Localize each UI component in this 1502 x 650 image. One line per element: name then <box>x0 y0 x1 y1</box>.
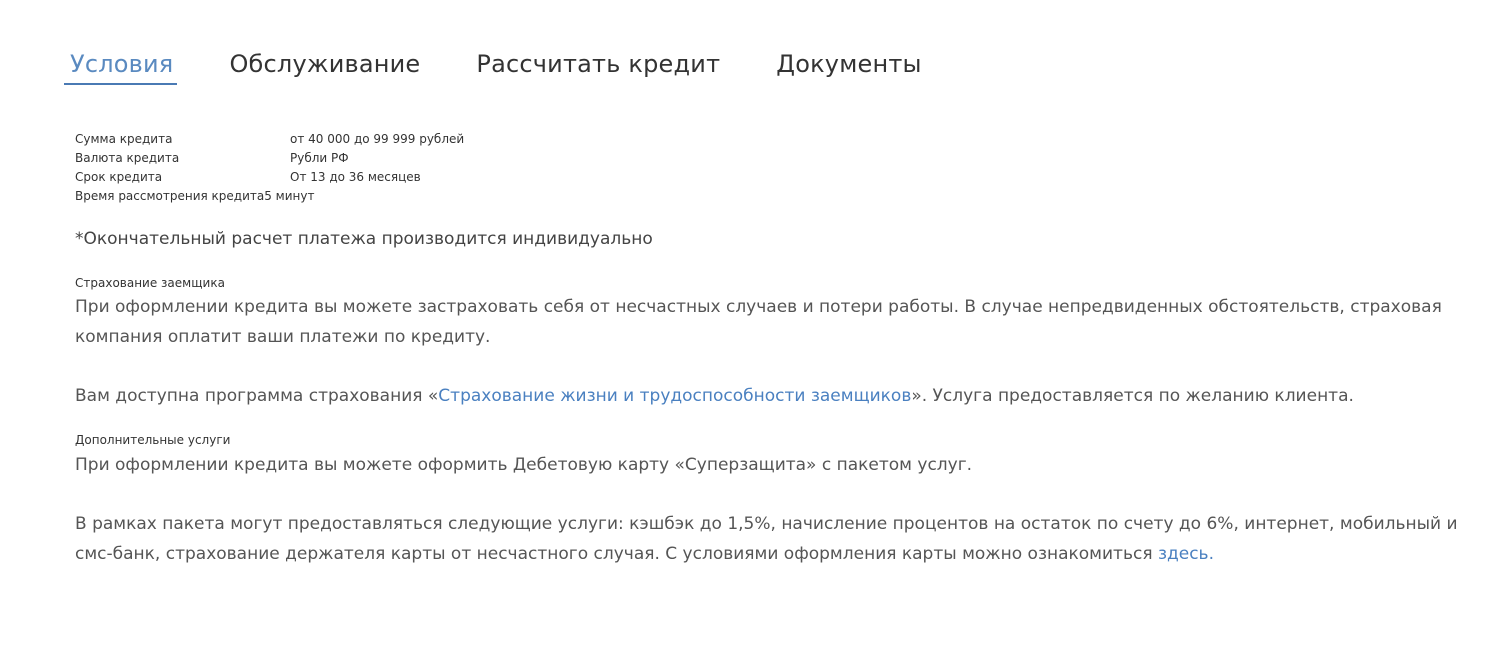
insurance-text: При оформлении кредита вы можете застраховать себя от несчастных случаев и потери работы. В случае непредвиденных обстоятельств, страховая компания оплатит ваши платежи по кредиту. <box>75 297 1442 347</box>
insurance-program-text-before: Вам доступна программа страхования « <box>75 386 439 406</box>
param-value: от 40 000 до 99 999 рублей <box>290 132 465 146</box>
insurance-title: Страхование заемщика <box>75 276 225 290</box>
insurance-program-text-after: ». Услуга предоставляется по желанию клиента. <box>911 386 1354 406</box>
param-label: Валюта кредита <box>75 151 180 165</box>
param-value: 5 минут <box>264 189 315 203</box>
payment-note: *Окончательный расчет платежа производится индивидуально <box>75 229 653 249</box>
insurance-program-link[interactable]: Страхование жизни и трудоспособности заемщиков <box>438 386 912 406</box>
tab-documents[interactable]: Документы <box>776 50 922 78</box>
tab-conditions[interactable]: Условия <box>64 44 177 84</box>
param-value: От 13 до 36 месяцев <box>290 170 421 184</box>
package-services-text <box>75 509 1475 569</box>
card-conditions-link[interactable]: здесь. <box>1157 544 1214 564</box>
param-label: Время рассмотрения кредита <box>75 189 265 203</box>
credit-params-table <box>75 130 464 206</box>
tab-service[interactable]: Обслуживание <box>229 50 421 78</box>
param-row-currency <box>75 149 464 168</box>
extra-services-text: При оформлении кредита вы можете оформить Дебетовую карту «Суперзащита» с пакетом услуг. <box>75 455 973 475</box>
param-label: Сумма кредита <box>75 132 173 146</box>
tab-calculate-credit[interactable]: Рассчитать кредит <box>476 50 721 78</box>
package-services-text-body: В рамках пакета могут предоставляться следующие услуги: кэшбэк до 1,5%, начисление процентов на остаток по счету до 6%, интернет, мобильный и смс-банк, страхование держателя карты от несчастного случая. С условиями оформления карты можно ознакомиться <box>75 514 1458 564</box>
param-row-term <box>75 168 464 187</box>
tabs-bar <box>64 44 972 84</box>
insurance-program-text <box>75 381 1475 411</box>
param-value: Рубли РФ <box>290 151 349 165</box>
param-row-amount <box>75 130 464 149</box>
param-row-review-time <box>75 187 464 206</box>
param-label: Срок кредита <box>75 170 163 184</box>
extra-services-title: Дополнительные услуги <box>75 433 231 447</box>
